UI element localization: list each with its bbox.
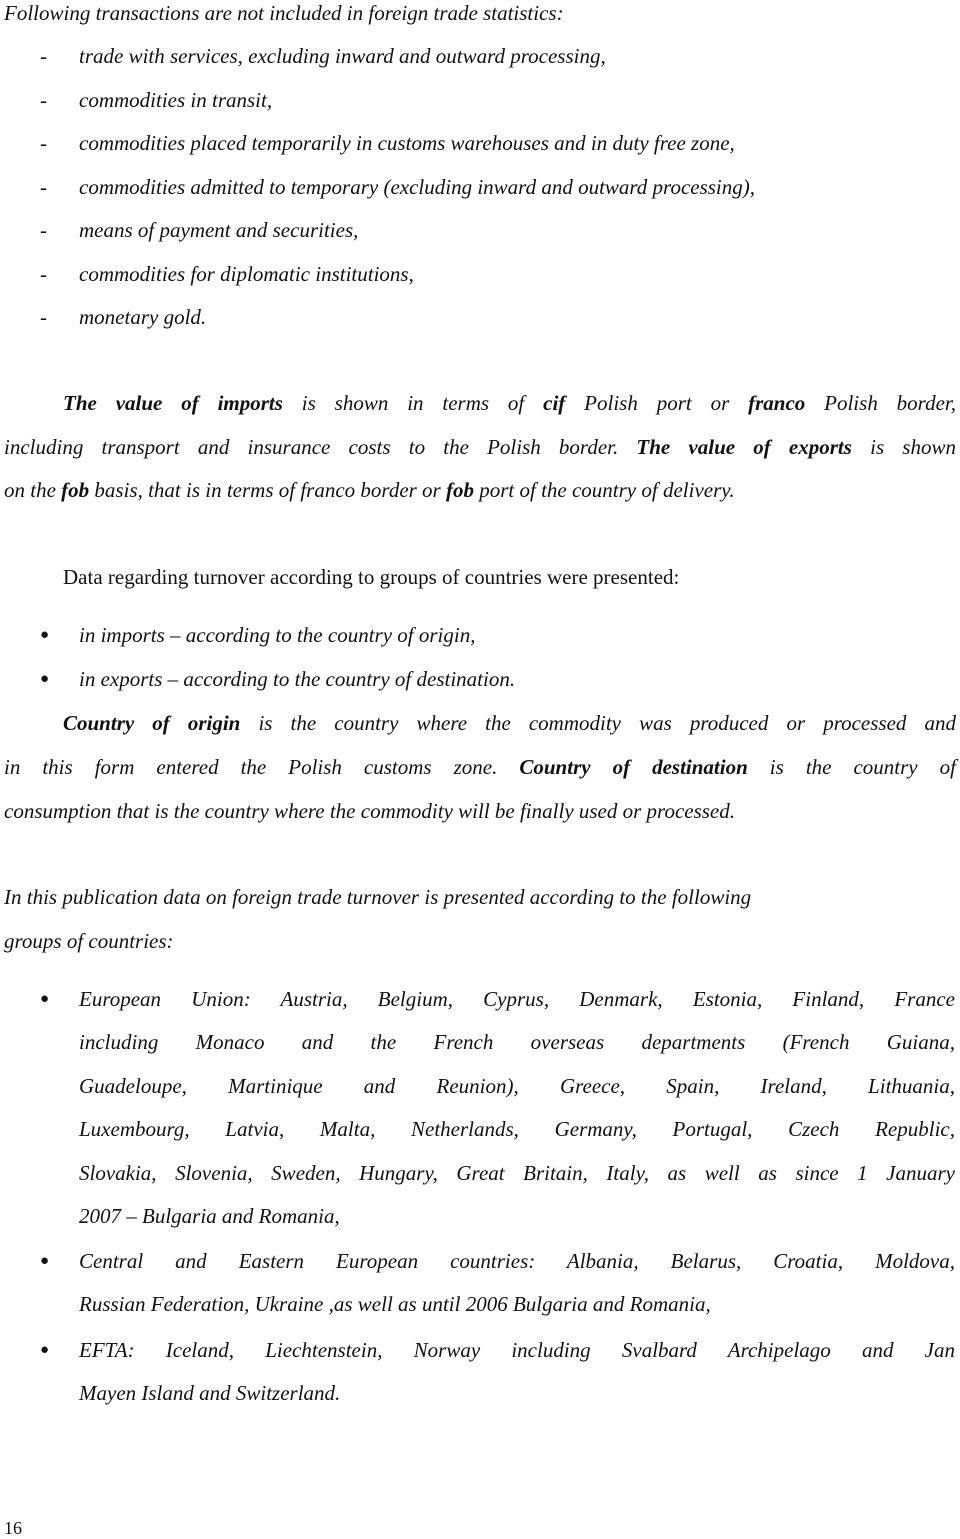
- group-cee-line: Central and Eastern European countries: Albania, Belarus, Croatia, Moldova,: [79, 1249, 955, 1273]
- dash-marker: -: [40, 218, 47, 242]
- group-eu-line: including Monaco and the French overseas departments (French Guiana,: [79, 1030, 955, 1054]
- bullet-icon: ●: [40, 627, 50, 643]
- group-eu-line: European Union: Austria, Belgium, Cyprus, Denmark, Estonia, Finland, France: [79, 987, 955, 1011]
- origin-line-2: in this form entered the Polish customs zone. Country of destination is the country of: [4, 755, 956, 779]
- value-imports-line: The value of imports is shown in terms of cif Polish port or franco Polish border,: [63, 391, 956, 415]
- excluded-heading: Following transactions are not included in foreign trade statistics:: [4, 1, 564, 25]
- turnover-heading: Data regarding turnover according to groups of countries were presented:: [63, 565, 680, 589]
- bullet-icon: ●: [40, 1253, 50, 1269]
- fob-term: fob: [445, 478, 474, 502]
- fob-term: fob: [61, 478, 90, 502]
- publication-line-1: In this publication data on foreign trade turnover is presented according to the following: [4, 885, 752, 909]
- publication-line-2: groups of countries:: [4, 929, 174, 953]
- value-line-3: on the fob basis, that is in terms of franco border or fob port of the country of delivery.: [4, 478, 735, 502]
- bullet-icon: ●: [40, 1342, 50, 1358]
- origin-line-3: consumption that is the country where the commodity will be finally used or processed.: [4, 799, 736, 823]
- cif-term: cif: [543, 391, 566, 415]
- group-efta-line: EFTA: Iceland, Liechtenstein, Norway including Svalbard Archipelago and Jan: [79, 1338, 955, 1362]
- excluded-item: commodities for diplomatic institutions,: [79, 262, 414, 286]
- turnover-item: in imports – according to the country of origin,: [79, 623, 476, 647]
- excluded-item: commodities placed temporarily in customs warehouses and in duty free zone,: [79, 131, 735, 155]
- origin-line-1: Country of origin is the country where the commodity was produced or processed and: [63, 711, 956, 735]
- turnover-item: in exports – according to the country of destination.: [79, 667, 516, 691]
- dash-marker: -: [40, 44, 47, 68]
- group-eu-line: Luxembourg, Latvia, Malta, Netherlands, Germany, Portugal, Czech Republic,: [79, 1117, 955, 1141]
- origin-term: Country of origin: [63, 711, 241, 735]
- excluded-item: monetary gold.: [79, 305, 207, 329]
- page-number: 16: [4, 1518, 22, 1538]
- franco-term: franco: [748, 391, 806, 415]
- group-eu-line: 2007 – Bulgaria and Romania,: [79, 1204, 340, 1228]
- excluded-item: trade with services, excluding inward and outward processing,: [79, 44, 606, 68]
- group-eu-line: Slovakia, Slovenia, Sweden, Hungary, Great Britain, Italy, as well as since 1 January: [79, 1161, 955, 1185]
- excluded-item: commodities in transit,: [79, 88, 273, 112]
- bullet-icon: ●: [40, 671, 50, 687]
- excluded-item: commodities admitted to temporary (excluding inward and outward processing),: [79, 175, 756, 199]
- exports-term: The value of exports: [636, 435, 852, 459]
- dash-marker: -: [40, 305, 47, 329]
- group-eu-line: Guadeloupe, Martinique and Reunion), Greece, Spain, Ireland, Lithuania,: [79, 1074, 955, 1098]
- destination-term: Country of destination: [519, 755, 748, 779]
- dash-marker: -: [40, 262, 47, 286]
- excluded-item: means of payment and securities,: [79, 218, 359, 242]
- group-efta-line: Mayen Island and Switzerland.: [79, 1381, 341, 1405]
- value-line-2: including transport and insurance costs to the Polish border. The value of exports is shown: [4, 435, 956, 459]
- group-cee-line: Russian Federation, Ukraine ,as well as until 2006 Bulgaria and Romania,: [79, 1292, 711, 1316]
- bullet-icon: ●: [40, 991, 50, 1007]
- dash-marker: -: [40, 131, 47, 155]
- imports-term: The value of imports: [63, 391, 283, 415]
- dash-marker: -: [40, 88, 47, 112]
- dash-marker: -: [40, 175, 47, 199]
